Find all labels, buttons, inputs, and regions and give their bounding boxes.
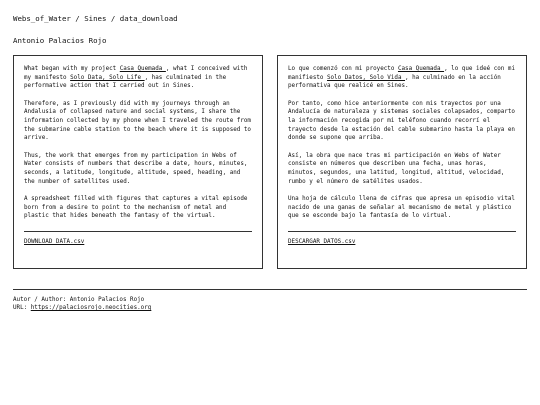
footer xyxy=(13,296,527,313)
casa-quemada-link[interactable]: Casa Quemada xyxy=(119,66,166,72)
footer-divider xyxy=(13,289,527,290)
solo-data-solo-life-link[interactable]: Solo Data, Solo Life xyxy=(70,74,145,81)
content-columns xyxy=(13,55,527,269)
solo-datos-solo-vida-link[interactable]: Solo Datos, Solo Vida xyxy=(327,74,406,81)
casa-quemada-link-es[interactable]: Casa Quemada xyxy=(397,66,445,72)
spanish-p1-text-a: Lo que comenzó con mi proyecto xyxy=(288,66,398,72)
spanish-p1-text-b: , lo que ideé con mi manifiesto xyxy=(288,66,515,81)
english-paragraph-4: A spreadsheet filled with figures that captures a vital episode born from a desire to point to the mechanism of metal and plastic that hides beneath the fantasy of the virtual. xyxy=(24,196,248,220)
english-divider xyxy=(24,231,252,232)
author-name: Antonio Palacios Rojo xyxy=(13,36,107,45)
spanish-paragraph-3: Así, la obra que nace tras mi participación en Webs of Water consiste en números que describen una fecha, unas horas, minutos, segundos, una latitud, longitud, altitud, velocidad, rumbo y el número de satélites usados. xyxy=(288,152,505,185)
spanish-p1-text-c: , ha culminado en la acción performativa que realicé en Sines. xyxy=(288,74,501,90)
english-p1-text-c: , has culminated in the performative action that I carried out in Sines. xyxy=(24,74,227,90)
footer-url-label: URL: xyxy=(13,305,31,312)
english-column xyxy=(13,55,263,269)
footer-url-line xyxy=(13,304,527,312)
footer-url-link[interactable]: https://palaciosrojo.neocities.org xyxy=(30,305,152,312)
spanish-paragraph-1 xyxy=(288,65,516,91)
english-p1-text-a: What began with my project xyxy=(24,66,120,72)
english-paragraph-3: Thus, the work that emerges from my participation in Webs of Water consists of numbers that describe a date, hours, minutes, seconds, a latitude, longitude, altitude, speed, heading, and the number of satellites used. xyxy=(24,152,248,185)
download-data-link[interactable]: DOWNLOAD_DATA.csv xyxy=(24,238,85,245)
spanish-column xyxy=(277,55,527,269)
spanish-paragraph-4: Una hoja de cálculo llena de cifras que apresa un episodio vital nacido de una ganas de señalar al mecanismo de metal y plástico que se esconde bajo la fantasía de lo virtual. xyxy=(288,196,515,220)
spanish-divider xyxy=(288,231,516,232)
english-paragraph-1 xyxy=(24,65,252,91)
spanish-paragraph-2: Por tanto, como hice anteriormente con mis trayectos por una Andalucía de naturaleza y sistemas sociales colapsados, comparto la información recogida por mi teléfono cuando recorrí el trayecto desde la estación del cable submarino hasta la playa en donde se supone que arriba. xyxy=(288,100,515,142)
descargar-datos-link[interactable]: DESCARGAR_DATOS.csv xyxy=(288,238,356,245)
breadcrumb: Webs_of_Water / Sines / data_download xyxy=(13,14,178,23)
english-p1-text-b: , what I conceived with my manifesto xyxy=(24,66,248,81)
english-paragraph-2: Therefore, as I previously did with my journeys through an Andalusia of collapsed nature and social systems, I share the information collected by my phone when I traveled the route from the submarine cable station to the beach where it is supposed to arrive. xyxy=(24,100,251,142)
footer-author: Autor / Author: Antonio Palacios Rojo xyxy=(13,297,145,303)
